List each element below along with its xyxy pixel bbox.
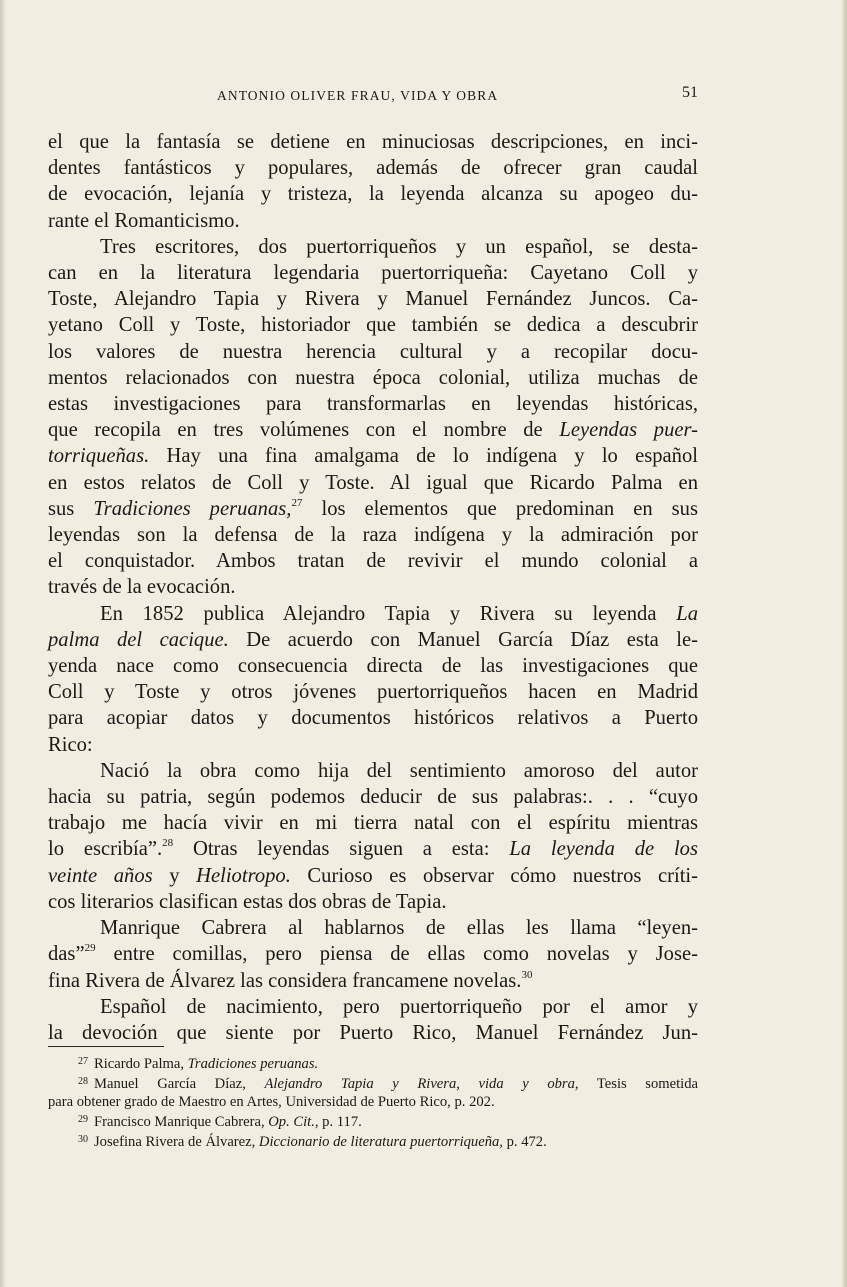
italic-title: Tradiciones peruanas, [93, 497, 292, 520]
text-run: lo escribía”. [48, 838, 163, 861]
italic-title: Heliotropo. [196, 864, 291, 887]
text-run: De acuerdo con Manuel García Díaz esta le- [228, 628, 699, 651]
page-header [48, 84, 698, 108]
footnote-28-continued: para obtener grado de Maestro en Artes, Universidad de Puerto Rico, p. 202. [48, 1093, 495, 1110]
text-line: en estos relatos de Coll y Toste. Al igual que Ricardo Palma en [48, 471, 698, 494]
text-run: Curioso es observar cómo nuestros críti- [290, 864, 698, 887]
text-line [48, 941, 698, 967]
text-line [48, 601, 698, 627]
text-line [48, 417, 698, 443]
footnote-italic: Tradiciones peruanas. [187, 1056, 319, 1072]
text-line [48, 968, 698, 994]
text-line: cos literarios clasifican estas dos obras de Tapia. [48, 890, 447, 913]
footnote-text: Josefina Rivera de Álvarez, [94, 1134, 259, 1151]
footnote-ref: 29 [84, 942, 96, 955]
footnote-text: Ricardo Palma, [94, 1056, 188, 1072]
text-line: de evocación, lejanía y tristeza, la leyenda alcanza su apogeo du- [48, 183, 698, 206]
text-run: que recopila en tres volúmenes con el nombre de [48, 419, 560, 442]
text-line: yenda nace como consecuencia directa de las investigaciones que [48, 655, 698, 678]
footnote-ref: 28 [162, 837, 174, 850]
page-edge-left [0, 0, 6, 1287]
text-line: para acopiar datos y documentos históricos relativos a Puerto [48, 707, 698, 730]
footnote-ref: 30 [521, 968, 533, 981]
footnote-italic: Alejandro Tapia y Rivera, vida y obra, [264, 1076, 579, 1093]
footnotes [48, 1053, 698, 1151]
text-line [48, 443, 698, 469]
footnote-30 [48, 1131, 698, 1151]
text-line: mentos relacionados con nuestra época colonial, utiliza muchas de [48, 366, 698, 389]
page-number: 51 [682, 84, 698, 101]
running-head: ANTONIO OLIVER FRAU, VIDA Y OBRA [217, 88, 499, 103]
footnote-divider [48, 1046, 164, 1047]
text-line: rante el Romanticismo. [48, 209, 240, 232]
footnote-28 [48, 1073, 698, 1093]
text-run: Hay una fina amalgama de lo indígena y lo español [149, 445, 698, 468]
footnote-number: 30 [78, 1134, 88, 1146]
footnote-29 [48, 1111, 698, 1131]
italic-title: veinte años [48, 864, 153, 887]
text-line [48, 496, 698, 522]
text-line: dentes fantásticos y populares, además de ofrecer gran caudal [48, 157, 698, 180]
text-line [48, 863, 698, 889]
text-run: fina Rivera de Álvarez las considera francamene novelas. [48, 969, 522, 992]
text-line: Español de nacimiento, pero puertorriqueño por el amor y [100, 995, 698, 1018]
text-line: el que la fantasía se detiene en minuciosas descripciones, en inci- [48, 131, 698, 153]
text-line: Tres escritores, dos puertorriqueños y un español, se desta- [100, 235, 698, 258]
text-run: los elementos que predominan en sus [302, 497, 698, 520]
text-run: das” [48, 943, 85, 966]
text-line: hacia su patria, según podemos deducir de sus palabras:. . . “cuyo [48, 786, 698, 809]
footnote-ref: 27 [291, 496, 303, 509]
text-line: Toste, Alejandro Tapia y Rivera y Manuel Fernández Juncos. Ca- [48, 288, 698, 311]
text-run: y [152, 864, 197, 887]
footnote-number: 29 [78, 1113, 88, 1125]
text-line: la devoción que siente por Puerto Rico, Manuel Fernández Jun- [48, 1021, 698, 1044]
footnote-text: p. 117. [318, 1113, 362, 1130]
footnote-text: Francisco Manrique Cabrera, [94, 1113, 269, 1130]
text-line: el conquistador. Ambos tratan de revivir el mundo colonial a [48, 550, 698, 573]
italic-title: Leyendas puer- [559, 419, 698, 442]
text-run: entre comillas, pero piensa de ellas como novelas y Jose- [95, 943, 698, 966]
page-edge-right [841, 0, 847, 1287]
text-line [48, 627, 698, 653]
text-line: yetano Coll y Toste, historiador que también se dedica a descubrir [48, 314, 698, 337]
text-line: trabajo me hacía vivir en mi tierra natal con el espíritu mientras [48, 812, 698, 835]
text-line: Nació la obra como hija del sentimiento amoroso del autor [100, 759, 698, 782]
footnote-italic: Op. Cit., [268, 1113, 319, 1130]
footnote-text: Manuel García Díaz, [94, 1076, 265, 1093]
text-line: Manrique Cabrera al hablarnos de ellas les llama “leyen- [100, 917, 698, 940]
body-text [48, 129, 698, 1046]
italic-title: palma del cacique. [48, 628, 229, 651]
italic-title: La leyenda de los [509, 838, 698, 861]
text-run: sus [48, 497, 94, 520]
footnote-number: 27 [78, 1056, 88, 1067]
italic-title: La [676, 602, 698, 625]
text-line: leyendas son la defensa de la raza indígena y la admiración por [48, 524, 698, 547]
footnote-27 [48, 1053, 698, 1073]
footnote-text: Tesis sometida [578, 1076, 698, 1093]
text-line: Rico: [48, 733, 93, 756]
text-line: Coll y Toste y otros jóvenes puertorriqueños hacen en Madrid [48, 681, 698, 704]
footnote-text: p. 472. [502, 1134, 547, 1151]
text-line: estas investigaciones para transformarlas en leyendas históricas, [48, 393, 698, 416]
text-run: En 1852 publica Alejandro Tapia y Rivera su leyenda [100, 602, 677, 625]
italic-title: torriqueñas. [48, 445, 150, 468]
text-line: can en la literatura legendaria puertorriqueña: Cayetano Coll y [48, 262, 698, 285]
text-run: Otras leyendas siguen a esta: [173, 838, 510, 861]
footnote-number: 28 [78, 1076, 88, 1088]
footnote-italic: Diccionario de literatura puertorriqueña, [258, 1134, 503, 1151]
text-line: través de la evocación. [48, 576, 236, 599]
text-line [48, 836, 698, 862]
text-line: los valores de nuestra herencia cultural y a recopilar docu- [48, 340, 698, 363]
